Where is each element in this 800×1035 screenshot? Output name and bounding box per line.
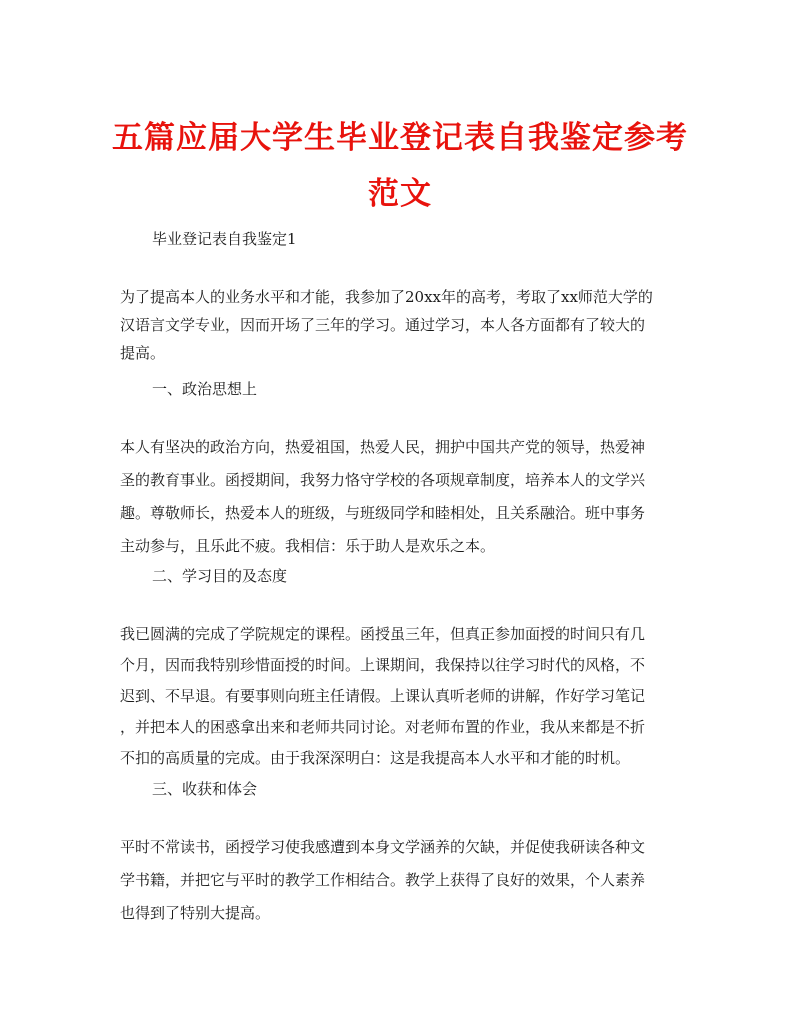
paragraph-line: 个月，因而我特别珍惜面授的时间。上课期间，我保持以往学习时代的风格，不 xyxy=(120,656,646,674)
paragraph-line: 也得到了特别大提高。 xyxy=(120,904,271,922)
document-subtitle: 毕业登记表自我鉴定1 xyxy=(152,230,297,248)
section-heading-politics: 一、政治思想上 xyxy=(152,380,258,398)
paragraph-line: 汉语言文学专业，因而开场了三年的学习。通过学习，本人各方面都有了较大的 xyxy=(120,316,646,334)
paragraph-line: ，并把本人的困惑拿出来和老师共同讨论。对老师布置的作业，我从来都是不折 xyxy=(120,718,646,736)
document-title-line-1: 五篇应届大学生毕业登记表自我鉴定参考 xyxy=(112,120,688,156)
paragraph-line: 平时不常读书，函授学习使我感遭到本身文学涵养的欠缺，并促使我研读各种文 xyxy=(120,838,646,856)
paragraph-line: 圣的教育事业。函授期间，我努力恪守学校的各项规章制度，培养本人的文学兴 xyxy=(120,471,646,489)
paragraph-line: 学书籍，并把它与平时的教学工作相结合。教学上获得了良好的效果，个人素养 xyxy=(120,871,646,889)
paragraph-line: 为了提高本人的业务水平和才能，我参加了20xx年的高考，考取了xx师范大学的 xyxy=(120,288,653,306)
section-heading-study: 二、学习目的及态度 xyxy=(152,567,288,585)
paragraph-line: 我已圆满的完成了学院规定的课程。函授虽三年，但真正参加面授的时间只有几 xyxy=(120,625,646,643)
paragraph-line: 提高。 xyxy=(120,344,166,362)
paragraph-line: 迟到、不早退。有要事则向班主任请假。上课认真听老师的讲解，作好学习笔记 xyxy=(120,687,646,705)
paragraph-line: 主动参与，且乐此不疲。我相信：乐于助人是欢乐之本。 xyxy=(120,537,496,555)
paragraph-line: 不扣的高质量的完成。由于我深深明白：这是我提高本人水平和才能的时机。 xyxy=(120,749,631,767)
paragraph-line: 本人有坚决的政治方向，热爱祖国，热爱人民，拥护中国共产党的领导，热爱神 xyxy=(120,438,646,456)
document-title-line-2: 范文 xyxy=(368,176,432,212)
paragraph-line: 趣。尊敬师长，热爱本人的班级，与班级同学和睦相处，且关系融洽。班中事务 xyxy=(120,504,646,522)
section-heading-gains: 三、收获和体会 xyxy=(152,780,258,798)
